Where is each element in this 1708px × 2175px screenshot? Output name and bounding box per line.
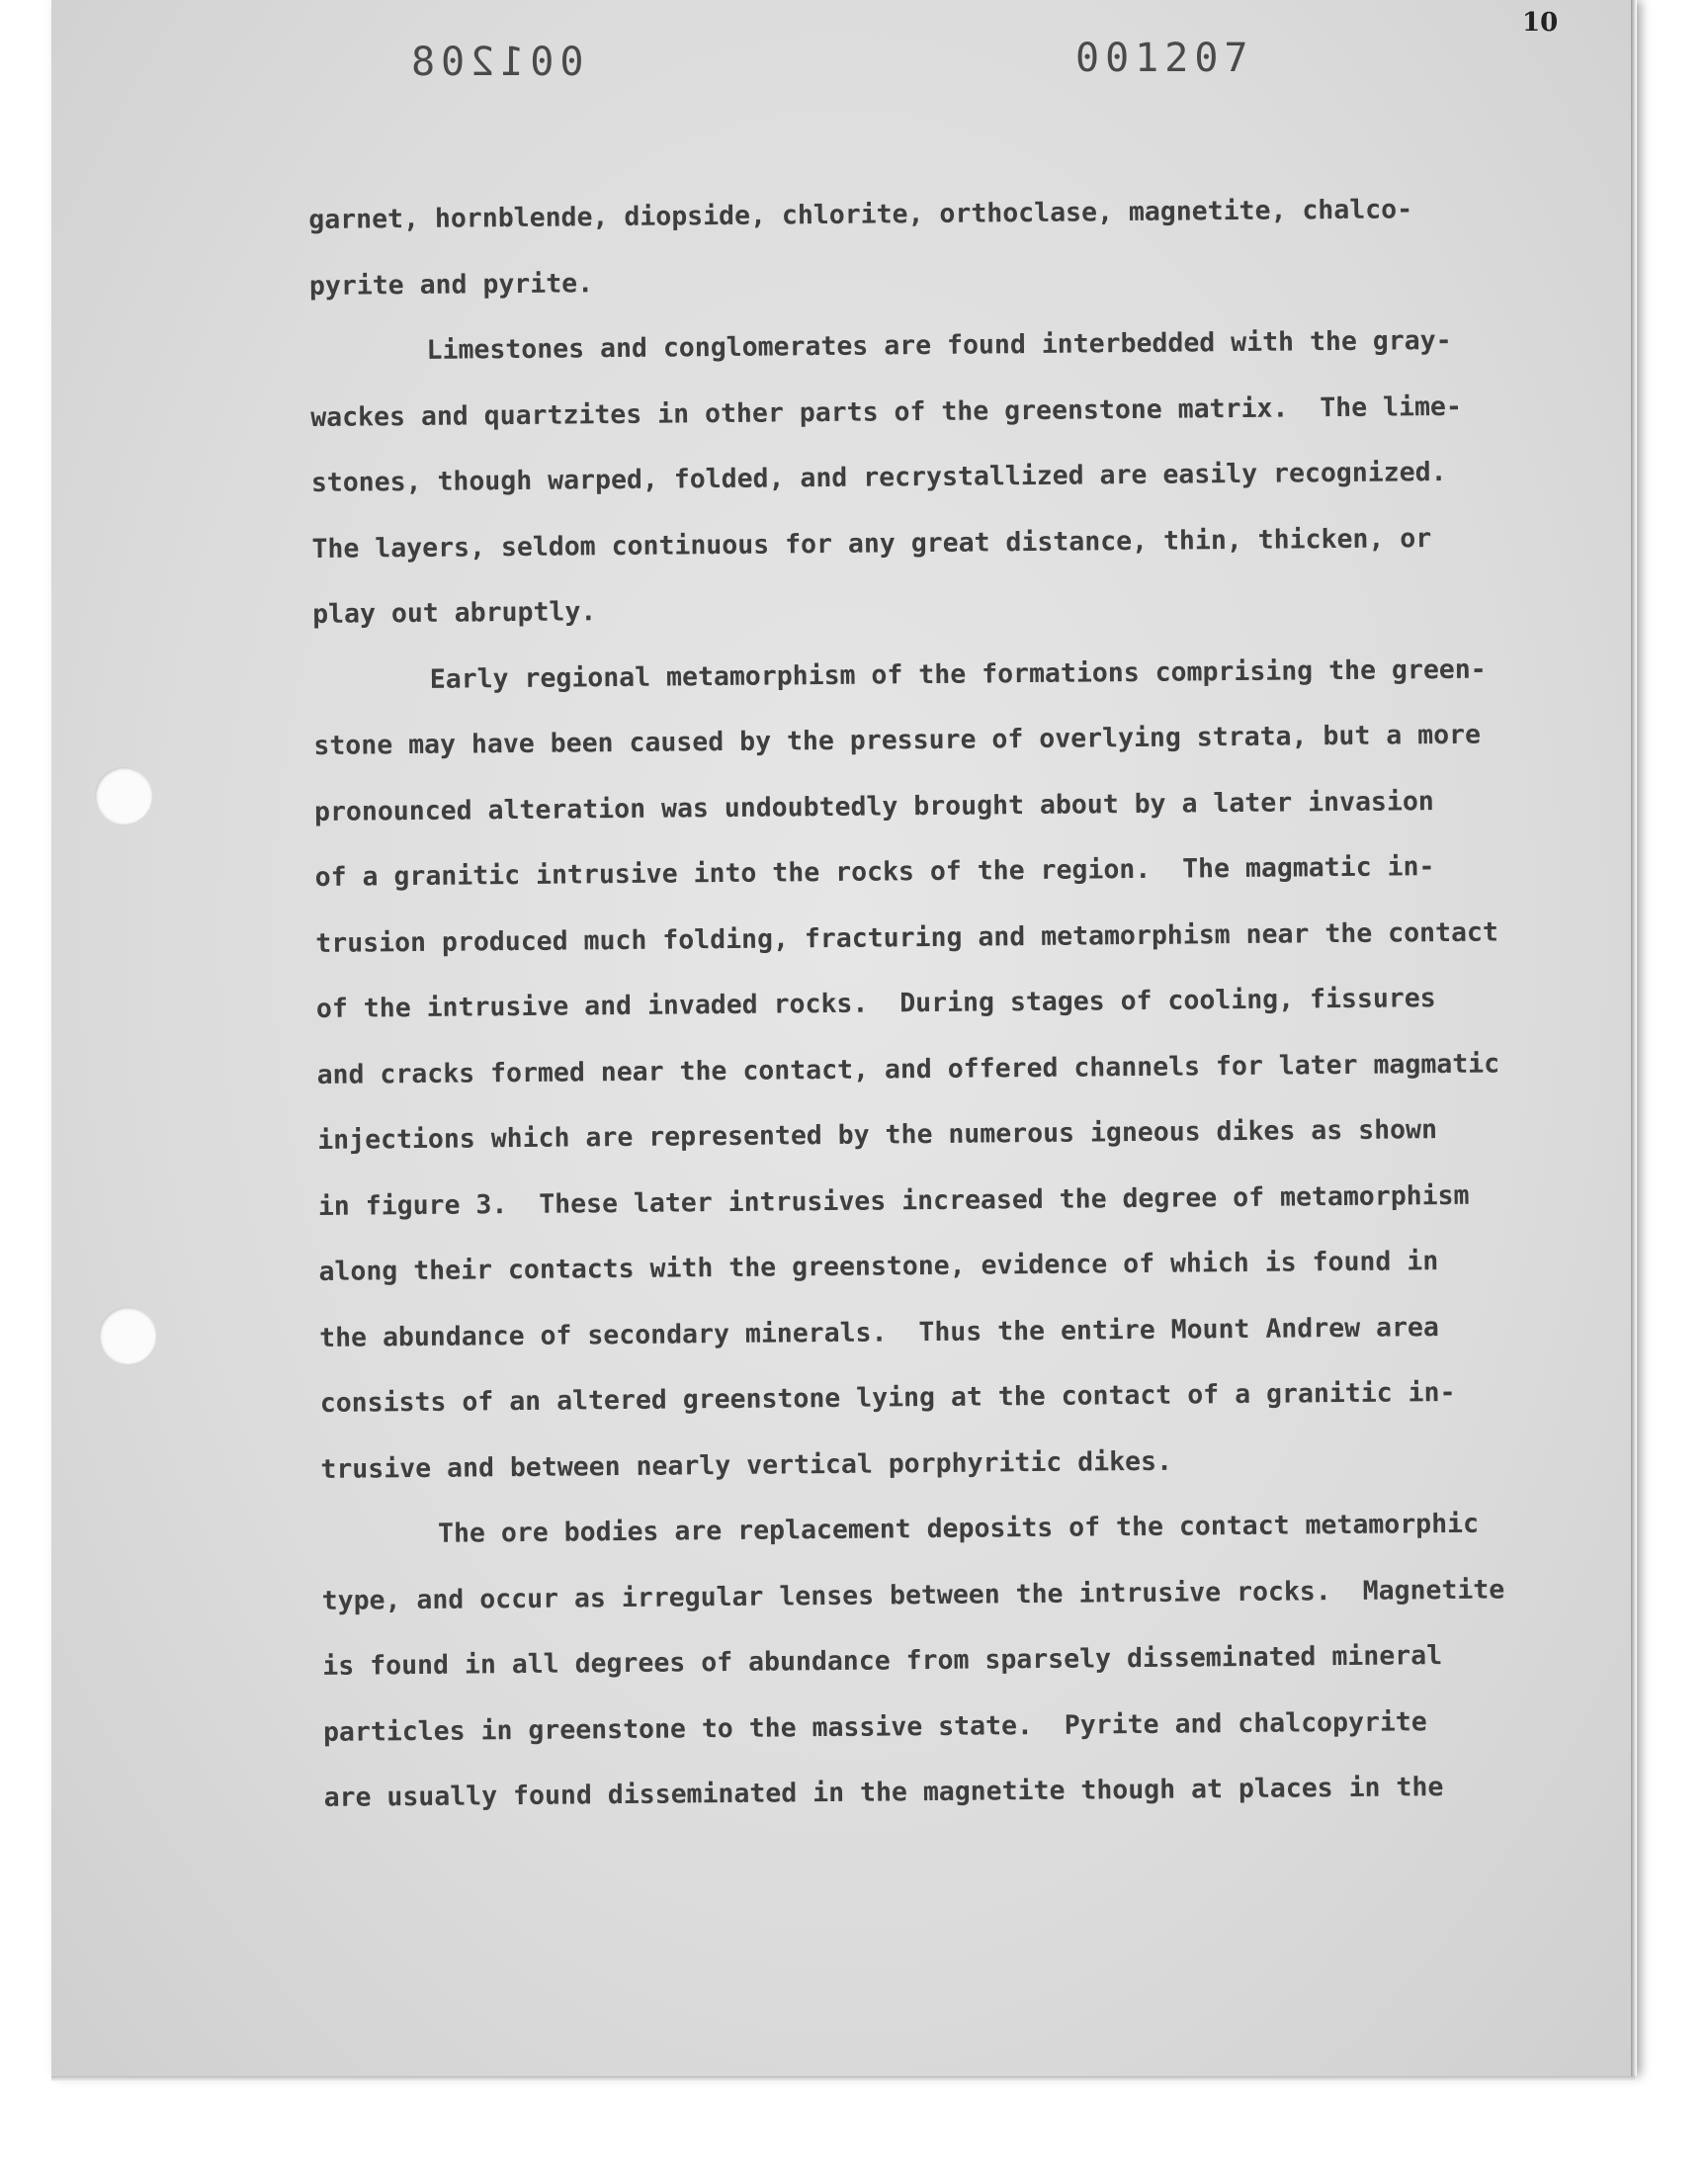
text-line: consists of an altered greenstone lying at the contact of a granitic in-: [319, 1376, 1456, 1419]
paragraph-start-line: Early regional metamorphism of the formations comprising the green-: [429, 653, 1487, 695]
text-line: garnet, hornblende, diopside, chlorite, orthoclase, magnetite, chalco-: [308, 194, 1413, 235]
paragraph-start-line: The ore bodies are replacement deposits of the contact metamorphic: [437, 1508, 1480, 1549]
text-line: The layers, seldom continuous for any great distance, thin, thicken, or: [311, 522, 1432, 565]
text-line: and cracks formed near the contact, and offered channels for later magmatic: [316, 1047, 1500, 1090]
text-line: trusion produced much folding, fracturing and metamorphism near the contact: [315, 915, 1499, 959]
text-line: in figure 3. These later intrusives increased the degree of metamorphism: [317, 1179, 1470, 1222]
page-number: 10: [1522, 8, 1559, 38]
text-line: are usually found disseminated in the magnetite though at places in the: [323, 1772, 1444, 1813]
text-line: pyrite and pyrite.: [308, 267, 594, 302]
text-line: stone may have been caused by the pressure of overlying strata, but a more: [313, 719, 1482, 761]
text-line: type, and occur as irregular lenses between the intrusive rocks. Magnetite: [321, 1573, 1505, 1616]
text-line: injections which are represented by the numerous igneous dikes as shown: [317, 1114, 1438, 1156]
mirrored-document-number: 001208: [405, 40, 584, 85]
document-number: 001207: [1075, 36, 1254, 81]
punch-hole-icon: [95, 767, 152, 825]
text-line: play out abruptly.: [311, 596, 597, 630]
text-line: pronounced alteration was undoubtedly brought about by a later invasion: [313, 785, 1434, 827]
text-line: of a granitic intrusive into the rocks of the region. The magmatic in-: [314, 851, 1435, 893]
text-line: of the intrusive and invaded rocks. During stages of cooling, fissures: [315, 983, 1436, 1024]
text-line: wackes and quartzites in other parts of the greenstone matrix. The lime-: [310, 391, 1462, 433]
text-line: trusive and between nearly vertical porphyritic dikes.: [320, 1445, 1173, 1485]
typewritten-body: [308, 176, 1580, 1832]
text-line: particles in greenstone to the massive state. Pyrite and chalcopyrite: [322, 1705, 1427, 1748]
text-line: stones, though warped, folded, and recrystallized are easily recognized.: [310, 456, 1447, 498]
sheet-bottom-edge: [51, 2076, 1635, 2082]
text-line: is found in all degrees of abundance from sparsely disseminated mineral: [322, 1640, 1443, 1682]
sheet-edge-shadow: [1631, 0, 1637, 2076]
text-line: along their contacts with the greenstone, evidence of which is found in: [318, 1246, 1439, 1287]
text-line: the abundance of secondary minerals. Thus the entire Mount Andrew area: [319, 1311, 1440, 1353]
paragraph-start-line: Limestones and conglomerates are found interbedded with the gray-: [426, 324, 1452, 366]
punch-hole-icon: [99, 1307, 156, 1364]
